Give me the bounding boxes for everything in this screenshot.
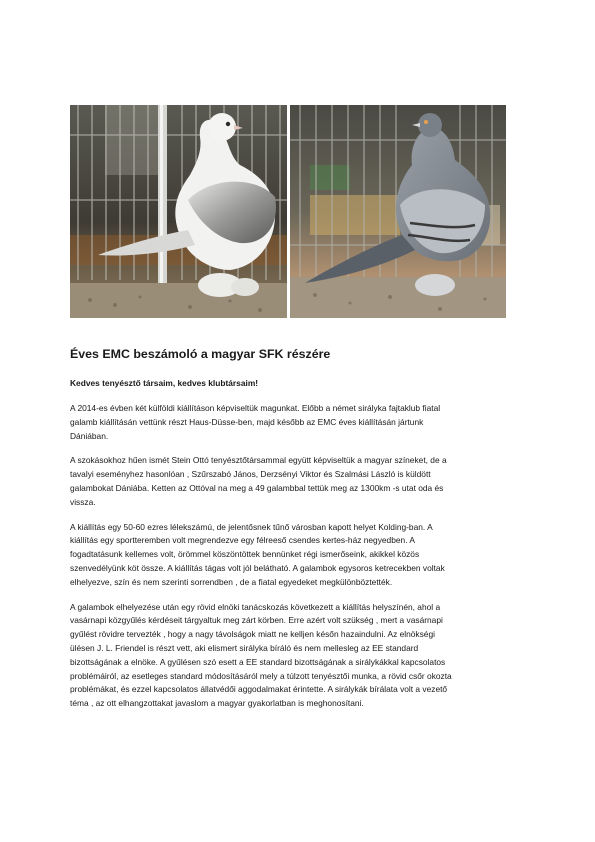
paragraph-line: A kiállítás egy 50-60 ezres lélekszámú, de jelentősnek tűnő városban kapott helyet Kolding-ban. A bbox=[70, 521, 433, 532]
white-pigeon-image bbox=[70, 105, 287, 318]
paragraph-4 bbox=[70, 601, 526, 711]
paragraph-line: A szokásokhoz hűen ismét Stein Ottó tenyésztőtársammal együtt képviseltük a magyar színeket, de a bbox=[70, 455, 447, 466]
pigeon-photo-white bbox=[70, 105, 287, 318]
paragraph-line: vissza. bbox=[70, 496, 96, 507]
paragraph-line: problémáiról, az esetleges standard módosításáról mely a túlzott tenyésztői munka, a rövid csőr okozta bbox=[70, 670, 452, 681]
paragraph-line: téma , az ott elhangzottakat javaslom a magyar gyakorlatban is meghonosítani. bbox=[70, 698, 364, 709]
paragraph-2 bbox=[70, 454, 526, 509]
paragraph-line: A 2014-es évben két külföldi kiállításon képviseltük magunkat. Előbb a német sirályka fajtaklub fiatal bbox=[70, 403, 441, 413]
paragraph-line: tavalyi eseményhez hasonlóan , Szűrszabó János, Derzsényi Viktor és Szalmási László is küldött bbox=[70, 469, 431, 480]
paragraph-line: galambokat Dániába. Ketten az Ottóval na meg a 49 galambbal tettük meg az 1300km -s utat oda és bbox=[70, 482, 444, 493]
paragraph-line: bizottságának a elnöke. A gyűlésen szó esett a EE standard bizottságának a sirálykákkal kapcsolatos bbox=[70, 656, 446, 667]
paragraph-line: vasárnapi közgyűlés kérdéseit tárgyaltuk meg zárt körben. Erre azért volt szükség , mert a vasárnapi bbox=[70, 615, 443, 626]
paragraph-line: kiállítás egy sportteremben volt megrendezve egy félreeső csendes kertes-ház negyedben. A bbox=[70, 535, 415, 546]
paragraph-line: elhelyezve, szín és nem szerinti sorrendben , de a fiatal egyedeket megkülönböztették. bbox=[70, 576, 393, 587]
paragraph-line: galamb kiállításán vettünk részt Haus-Düsse-ben, majd később az EMC éves kiállításán jártunk bbox=[70, 416, 424, 427]
paragraph-3 bbox=[70, 521, 526, 590]
paragraph-line: fogadtatásunk kellemes volt, örömmel köszöntöttek bennünket régi ismerőseink, akikkel közös bbox=[70, 549, 420, 560]
paragraph-line: gyűlést rövidre tervezték , hogy a nagy távolságok miatt ne kelljen későn hazaindulni. Az elnökségi bbox=[70, 629, 435, 640]
article-title: Éves EMC beszámoló a magyar SFK részére bbox=[70, 347, 331, 361]
article bbox=[70, 346, 526, 722]
pigeon-photo-blue bbox=[290, 105, 506, 318]
paragraph-line: ülésen J. L. Friendel is részt vett, aki elismert sirályka bíráló és nem mellesleg az EE standard bbox=[70, 642, 419, 653]
paragraph-line: A galambok elhelyezése után egy rövid elnöki tanácskozás következett a kiállítás helyszínén, ahol a bbox=[70, 601, 441, 612]
paragraph-line: Dániában. bbox=[70, 430, 109, 441]
paragraph-line: szenvedélyünk köt össze. A kiállítás tágas volt jól belátható. A galambok egysoros ketrecekben voltak bbox=[70, 562, 445, 573]
paragraph-1 bbox=[70, 402, 526, 443]
paragraph-line: problémákat, és ezzel kapcsolatos állatvédői aggodalmakat érintette. A sirálykák bírálata volt a vezető bbox=[70, 684, 448, 695]
blue-pigeon-image bbox=[290, 105, 506, 318]
greeting-line: Kedves tenyésztő társaim, kedves klubtársaim! bbox=[70, 378, 259, 388]
